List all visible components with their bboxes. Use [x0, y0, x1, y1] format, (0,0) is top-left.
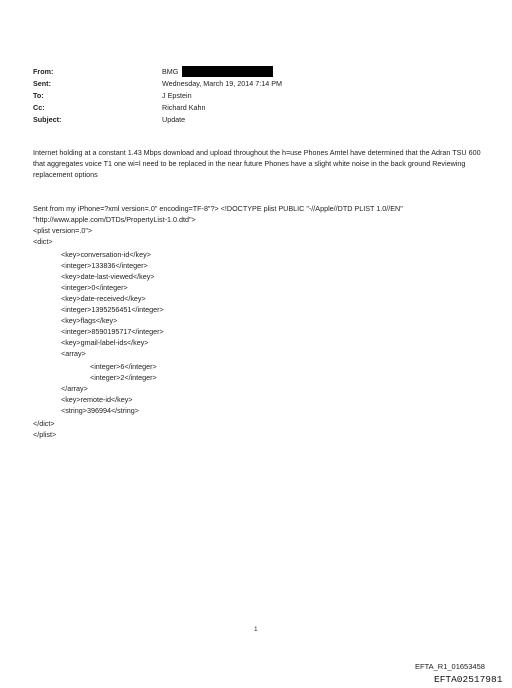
xml-line: <key>flags</key>: [61, 316, 118, 325]
xml-line: <string>396994</string>: [61, 406, 139, 415]
xml-line: </plist>: [33, 430, 57, 439]
sent-label: Sent:: [33, 79, 51, 88]
from-value: [162, 66, 273, 78]
xml-line: <key>date-received</key>: [61, 294, 146, 303]
redaction-box: [182, 66, 273, 77]
signature-line-2: "http://www.apple.com/DTDs/PropertyList-1.0.dtd">: [33, 215, 196, 224]
signature-line-1: Sent from my iPhone=?xml version=.0" encoding=TF-8"?> <!DOCTYPE plist PUBLIC "-//Apple//DTD PLIST 1.0//EN": [33, 204, 403, 213]
xml-line: <key>conversation-id</key>: [61, 250, 151, 259]
message-body: Internet holding at a constant 1.43 Mbps download and upload throughout the h=use Phones Amtel have determined that the Adran TSU 600 that aggregates voice T1 one wi=l need to be replaced in the near future Phones have a slight white noise in the back ground Reviewing replacement options: [33, 148, 481, 179]
bates-number-secondary: EFTA02517981: [434, 674, 503, 685]
cc-label: Cc:: [33, 103, 45, 112]
xml-line: <array>: [61, 349, 86, 358]
xml-line: </array>: [61, 384, 88, 393]
to-label: To:: [33, 91, 44, 100]
subject-label: Subject:: [33, 115, 62, 124]
sent-value: Wednesday, March 19, 2014 7:14 PM: [162, 79, 282, 88]
xml-line: <key>gmail-label-ids</key>: [61, 338, 149, 347]
from-label: From:: [33, 67, 54, 76]
xml-line: <integer>0</integer>: [61, 283, 128, 292]
to-value: J Epstein: [162, 91, 192, 100]
xml-line: </dict>: [33, 419, 55, 428]
cc-value: Richard Kahn: [162, 103, 206, 112]
from-name: BMG: [162, 67, 179, 76]
xml-line: <key>remote-id</key>: [61, 395, 133, 404]
xml-line: <plist version=.0">: [33, 226, 93, 235]
xml-line: <dict>: [33, 237, 53, 246]
bates-number-primary: EFTA_R1_01653458: [415, 662, 485, 671]
subject-value: Update: [162, 115, 186, 124]
xml-line: <key>date-last-viewed</key>: [61, 272, 155, 281]
xml-line: <integer>133836</integer>: [61, 261, 148, 270]
xml-line: <integer>1395256451</integer>: [61, 305, 164, 314]
xml-line: <integer>2</integer>: [90, 373, 157, 382]
xml-line: <integer>8590195717</integer>: [61, 327, 164, 336]
page-number: 1: [254, 626, 258, 633]
xml-line: <integer>6</integer>: [90, 362, 157, 371]
